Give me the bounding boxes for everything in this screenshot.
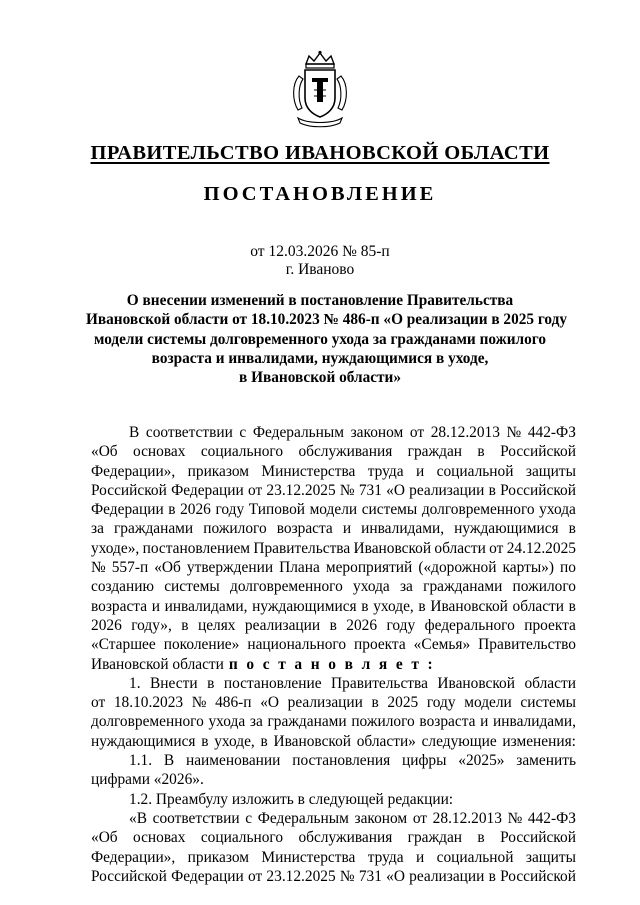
body-line: 2026 году», в целях реализации в 2026 году федерального проекта [91, 616, 576, 634]
body-line: долговременного ухода за гражданами пожилого возраста и инвалидами, [91, 713, 576, 731]
ivanovo-coat-of-arms-icon [290, 50, 350, 130]
body-line: Федерации», приказом Министерства труда и социальной защиты [91, 848, 576, 866]
heading-line: в Ивановской области» [238, 369, 402, 387]
body-line-text: Ивановской области [91, 655, 224, 673]
body-line: Российской Федерации от 23.12.2025 № 731 «О реализации в Российской [91, 481, 576, 499]
body-line: 1. Внести в постановление Правительства Ивановской области [129, 674, 576, 692]
body-line: «Об основах социального обслуживания граждан в Российской [91, 829, 576, 847]
document-type-title: ПОСТАНОВЛЕНИЕ [203, 183, 437, 205]
body-line: цифрами «2026». [91, 771, 204, 789]
document-body [91, 423, 576, 886]
body-line: № 557-п «Об утверждении Плана мероприятий («дорожной карты») по [91, 559, 576, 577]
heading-line: Ивановской области от 18.10.2023 № 486-п «О реализации в 2025 году [86, 311, 567, 329]
body-line: за гражданами пожилого возраста и инвалидами, нуждающимися в [91, 520, 576, 538]
document-city: г. Иваново [285, 261, 355, 278]
body-line: созданию системы долговременного ухода за гражданами пожилого [91, 578, 576, 596]
body-line [91, 655, 576, 674]
body-line: «Об основах социального обслуживания граждан в Российской [91, 443, 576, 461]
body-line: от 18.10.2023 № 486-п «О реализации в 2025 году модели системы [91, 694, 576, 712]
body-line: нуждающимися в уходе, в Ивановской области» следующие изменения: [91, 732, 576, 750]
body-line: Федерации в 2026 году Типовой модели системы долговременного ухода [91, 501, 576, 519]
body-line: В соответствии с Федеральным законом от 28.12.2013 № 442-ФЗ [129, 424, 576, 441]
body-line: «В соответствии с Федеральным законом от 28.12.2013 № 442-ФЗ [129, 809, 576, 827]
body-line: возраста и инвалидами, нуждающимися в уходе, в Ивановской области в [91, 597, 576, 615]
body-line: 1.1. В наименовании постановления цифры «2025» заменить [129, 752, 576, 770]
body-line: «Старшее поколение» национального проекта «Семья» Правительство [91, 636, 576, 654]
document-heading [86, 291, 567, 387]
heading-line: возраста и инвалидами, нуждающимися в уходе, [151, 349, 489, 367]
body-line: Федерации», приказом Министерства труда и социальной защиты [91, 462, 576, 480]
document-date-number: от 12.03.2026 № 85-п [250, 243, 390, 260]
resolves-word: п о с т а н о в л я е т : [228, 655, 436, 673]
body-line: уходе», постановлением Правительства Ивановской области от 24.12.2025 [91, 539, 576, 557]
body-line: Российской Федерации от 23.12.2025 № 731 «О реализации в Российской [91, 867, 576, 885]
heading-line: модели системы долговременного ухода за гражданами пожилого [93, 330, 547, 348]
heading-line: О внесении изменений в постановление Правительства [126, 292, 514, 309]
body-line: 1.2. Преамбулу изложить в следующей редакции: [129, 790, 454, 808]
government-name: ПРАВИТЕЛЬСТВО ИВАНОВСКОЙ ОБЛАСТИ [90, 142, 550, 164]
